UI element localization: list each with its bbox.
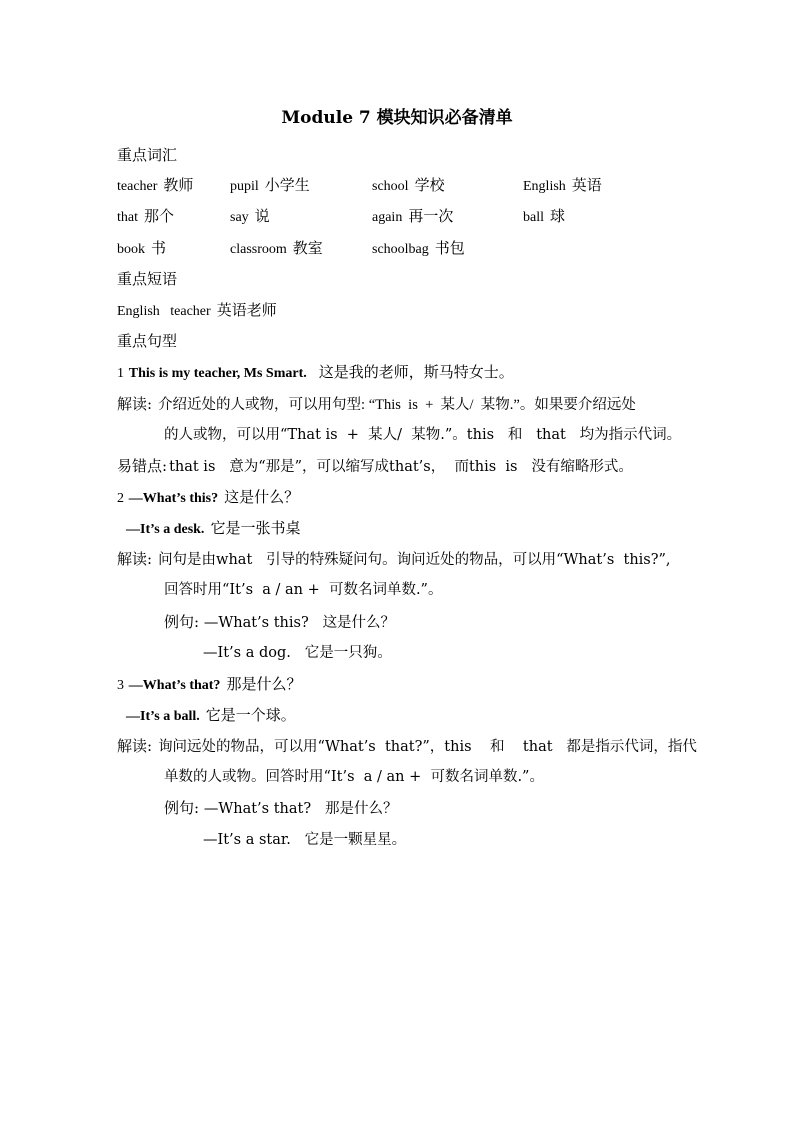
sentence-3-answer: —It’s a ball. 它是一个球。 — [126, 706, 296, 724]
vocab-heading: 重点词汇 — [117, 146, 178, 164]
vocab-item: again 再一次 — [372, 207, 454, 225]
sentence-2-note: 解读: 问句是由what 引导的特殊疑问句。询问近处的物品，可以用“What’s this?”, — [117, 550, 671, 568]
page-title: Module 7 模块知识必备清单 — [281, 108, 513, 128]
vocab-item: book 书 — [117, 239, 167, 257]
vocab-item: ball 球 — [523, 207, 566, 225]
sentence-2-answer: —It’s a desk. 它是一张书桌 — [126, 519, 301, 537]
vocab-item: teacher 教师 — [117, 176, 194, 194]
vocab-item: say 说 — [230, 207, 270, 225]
vocab-item: that 那个 — [117, 207, 175, 225]
sentence-3-note: 解读: 询问远处的物品，可以用“What’s that?”，this 和 that 都是指示代词，指代 — [117, 737, 697, 755]
sentence-2-question: 2 —What’s this? 这是什么？ — [117, 488, 300, 506]
sentence-2-note-cont: 回答时用“It’s a / an + 可数名词单数.”。 — [164, 582, 443, 598]
sentence-3-example-a: —It’s a star. 它是一颗星星。 — [203, 832, 407, 848]
sentence-2-example-q: 例句: —What’s this? 这是什么？ — [164, 613, 396, 631]
phrase-item: English teacher 英语老师 — [117, 301, 277, 319]
vocab-item: classroom 教室 — [230, 239, 323, 257]
sentence-1: 1 This is my teacher, Ms Smart. 这是我的老师，斯马特女士。 — [117, 363, 514, 381]
sentence-1-note: 解读: 介绍近处的人或物，可以用句型: “This is + 某人/ 某物.”。如果要介绍远处 — [117, 395, 636, 413]
vocab-item: school 学校 — [372, 176, 445, 194]
sentence-3-question: 3 —What’s that? 那是什么？ — [117, 675, 302, 693]
vocab-item: schoolbag 书包 — [372, 239, 465, 257]
sentence-1-error: 易错点: that is 意为“那是”，可以缩写成that’s， 而this is 没有缩略形式。 — [117, 457, 633, 475]
sentence-1-note-cont: 的人或物，可以用“That is + 某人/ 某物.”。this 和 that 均为指示代词。 — [164, 427, 682, 443]
sentence-3-example-q: 例句: —What’s that? 那是什么？ — [164, 799, 398, 817]
phrase-heading: 重点短语 — [117, 270, 178, 288]
vocab-item: English 英语 — [523, 176, 602, 194]
sentence-2-example-a: —It’s a dog. 它是一只狗。 — [203, 645, 392, 661]
sentence-heading: 重点句型 — [117, 332, 178, 350]
sentence-3-note-cont: 单数的人或物。回答时用“It’s a / an + 可数名词单数.”。 — [164, 769, 544, 785]
vocab-item: pupil 小学生 — [230, 176, 310, 194]
